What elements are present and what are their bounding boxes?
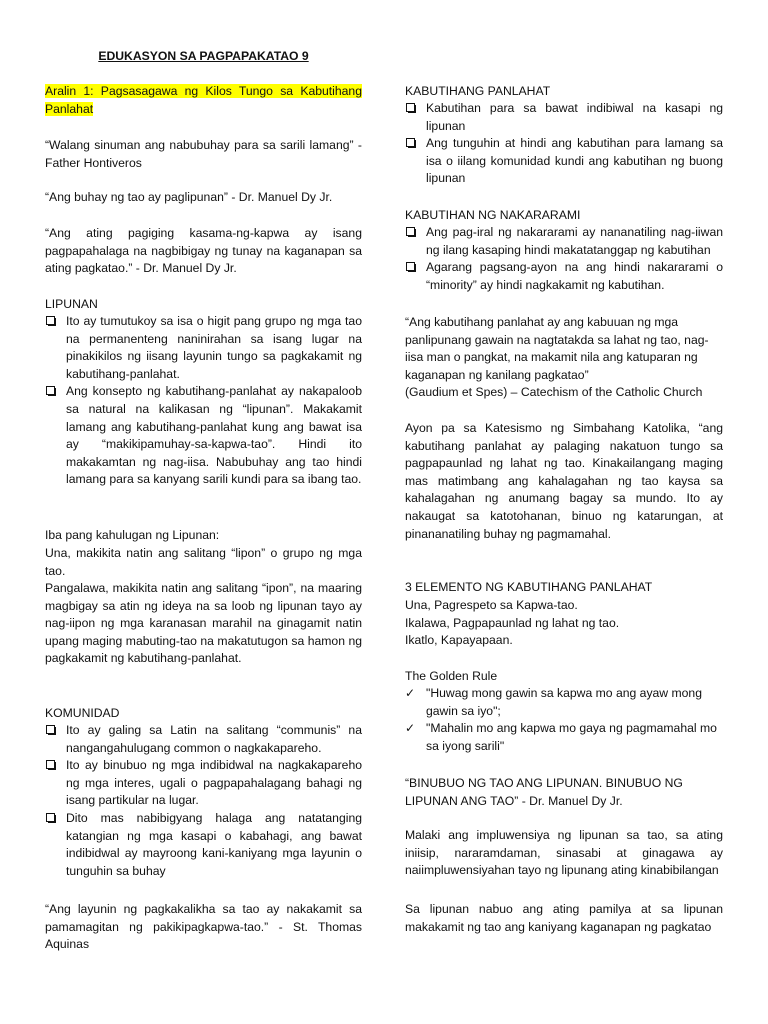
kabutihang-panlahat-heading: KABUTIHANG PANLAHAT bbox=[405, 84, 551, 98]
list-item: ✓ "Huwag mong gawin sa kapwa mo ang ayaw mong gawin sa iyo"; bbox=[405, 686, 702, 718]
list-item: Ito ay tumutukoy sa isa o higit pang grupo ng mga tao na permanenteng naninirahan sa isang lugar na pinakikilos ng iisang layunin tungo sa pagkakamit ng kabutihang-panlahat. bbox=[45, 313, 362, 383]
aralin-heading bbox=[45, 83, 362, 118]
komunidad-heading: KOMUNIDAD bbox=[45, 706, 120, 720]
list-item: ✓ "Mahalin mo ang kapwa mo gaya ng pagmamahal mo sa iyong sarili" bbox=[405, 721, 717, 753]
quote-dy-kasama: “Ang ating pagiging kasama-ng-kapwa ay isang pagpapahalaga na nagbibigay ng tunay na kaganapan sa ating pagkatao.” - Dr. Manuel Dy Jr. bbox=[45, 226, 362, 276]
lipunan-list bbox=[45, 313, 362, 489]
list-item: Ito ay binubuo ng mga indibidwal na nagkakapareho ng mga interes, ugali o pagpapahalagang bahagi ng isang partikular na lugar. bbox=[45, 757, 362, 810]
pamilya-paragraph: Sa lipunan nabuo ang ating pamilya at sa lipunan makakamit ng tao ang kaniyang kaganapan ng pagkatao bbox=[405, 902, 723, 934]
komunidad-list bbox=[45, 722, 362, 880]
aralin-highlight: Aralin 1: Pagsasagawa ng Kilos Tungo sa Kabutihang Panlahat bbox=[45, 84, 362, 116]
una-text: Una, makikita natin ang salitang “lipon” o grupo ng mga tao. bbox=[45, 546, 362, 578]
list-item: Ito ay galing sa Latin na salitang “communis” na nangangahulugang common o nagkakapareho. bbox=[45, 722, 362, 757]
elemento-line: Ikatlo, Kapayapaan. bbox=[405, 633, 513, 647]
gaudium-quote: “Ang kabutihang panlahat ay ang kabuuan ng mga panlipunang gawain na nagtatakda sa lahat ng tao, nag-iisa man o pangkat, na makamit nila ang katuparan ng kaganapan ng kanilang pagkatao” bbox=[405, 315, 709, 382]
elemento-line: Ikalawa, Pagpapaunlad ng lahat ng tao. bbox=[405, 616, 620, 630]
elemento-line: Una, Pagrespeto sa Kapwa-tao. bbox=[405, 598, 578, 612]
quote-aquinas: “Ang layunin ng pagkakalikha sa tao ay nakakamit sa pamamagitan ng pakikipagkapwa-tao.” - St. Thomas Aquinas bbox=[45, 902, 362, 952]
checkbox-bullet-icon bbox=[46, 316, 55, 325]
checkbox-bullet-icon bbox=[406, 103, 415, 112]
document-title: EDUKASYON SA PAGPAPAKATAO 9 bbox=[98, 49, 309, 63]
list-item: Ang konsepto ng kabutihang-panlahat ay nakapaloob sa natural na kalikasan ng “lipunan”. Makakamit lamang ang kabutihang-panlahat kung ang bawat isa ay “makikipamuhay-sa-kapwa-tao”. Hindi ito makakamtan ng nag-iisa. Nabubuhay ang tao hindi lamang para sa kanyang sarili kundi para sa ibang tao. bbox=[45, 383, 362, 489]
checkbox-bullet-icon bbox=[406, 138, 415, 147]
elemento-heading: 3 ELEMENTO NG KABUTIHANG PANLAHAT bbox=[405, 580, 653, 594]
quote-hontiveros: “Walang sinuman ang nabubuhay para sa sarili lamang” - Father Hontiveros bbox=[45, 138, 362, 170]
checkbox-bullet-icon bbox=[46, 813, 55, 822]
checkbox-bullet-icon bbox=[406, 227, 415, 236]
golden-rule-heading: The Golden Rule bbox=[405, 669, 498, 683]
checkbox-bullet-icon bbox=[406, 262, 415, 271]
katesismo-paragraph: Ayon pa sa Katesismo ng Simbahang Katolika, “ang kabutihang panlahat ay palaging nakatuon tungo sa pagpapaunlad ng lahat ng tao. Kinakailangang maging mas matimbang ang kahalagahan ng tao kaysa sa kahalagahan ng anumang bagay sa mundo. Ito ay nakaugat sa katotohanan, binuo ng katarungan, at pinananatiling buhay ng pagmamahal. bbox=[405, 421, 723, 541]
kabutihan-nakararami-list bbox=[405, 224, 723, 294]
checkbox-bullet-icon bbox=[46, 760, 55, 769]
lipunan-heading: LIPUNAN bbox=[45, 297, 98, 311]
checkbox-bullet-icon bbox=[46, 725, 55, 734]
gaudium-source: (Gaudium et Spes) – Catechism of the Catholic Church bbox=[405, 385, 703, 399]
golden-rule-list bbox=[405, 685, 723, 755]
list-item: Ang tunguhin at hindi ang kabutihan para lamang sa isa o iilang komunidad kundi ang kabutihan ng buong lipunan bbox=[405, 135, 723, 188]
checkmark-icon: ✓ bbox=[405, 721, 416, 736]
list-item: Kabutihan para sa bawat indibiwal na kasapi ng lipunan bbox=[405, 100, 723, 135]
list-item: Ang pag-iral ng nakararami ay nananatiling nag-iiwan ng ilang kasaping hindi makatatanggap ng kabutihan bbox=[405, 224, 723, 259]
checkbox-bullet-icon bbox=[46, 386, 55, 395]
binubuo-quote: “BINUBUO NG TAO ANG LIPUNAN. BINUBUO NG LIPUNAN ANG TAO” - Dr. Manuel Dy Jr. bbox=[405, 776, 683, 808]
list-item: Agarang pagsang-ayon na ang hindi nakararami o “minority” ay hindi nagkakamit ng kabutihan. bbox=[405, 259, 723, 294]
kabutihan-nakararami-heading: KABUTIHAN NG NAKARARAMI bbox=[405, 208, 581, 222]
impluwensiya-paragraph: Malaki ang impluwensiya ng lipunan sa tao, sa ating iniisip, nararamdaman, sinasabi at ginagawa ay naiimpluwensiyahan tayo ng lipunang ating kinabibilangan bbox=[405, 828, 723, 878]
checkmark-icon: ✓ bbox=[405, 686, 416, 700]
quote-dy-paglipunan: “Ang buhay ng tao ay paglipunan” - Dr. Manuel Dy Jr. bbox=[45, 190, 333, 204]
pangalawa-text: Pangalawa, makikita natin ang salitang “ipon”, na maaring magbigay sa atin ng ideya na sa loob ng lipunan tayo ay nag-iipon ng mga karanasan marahil na ginagamit natin upang maging mabuting-tao na makatutugon sa hamon ng pagkakamit ng kabutihang-panlahat. bbox=[45, 581, 362, 666]
kabutihang-panlahat-list bbox=[405, 100, 723, 188]
iba-heading: Iba pang kahulugan ng Lipunan: bbox=[45, 528, 220, 542]
list-item: Dito mas nabibigyang halaga ang natatanging katangian ng mga kasapi o kabahagi, ang bawat indibidwal ay mayroong kani-kaniyang mga layunin o tunguhin sa buhay bbox=[45, 810, 362, 880]
